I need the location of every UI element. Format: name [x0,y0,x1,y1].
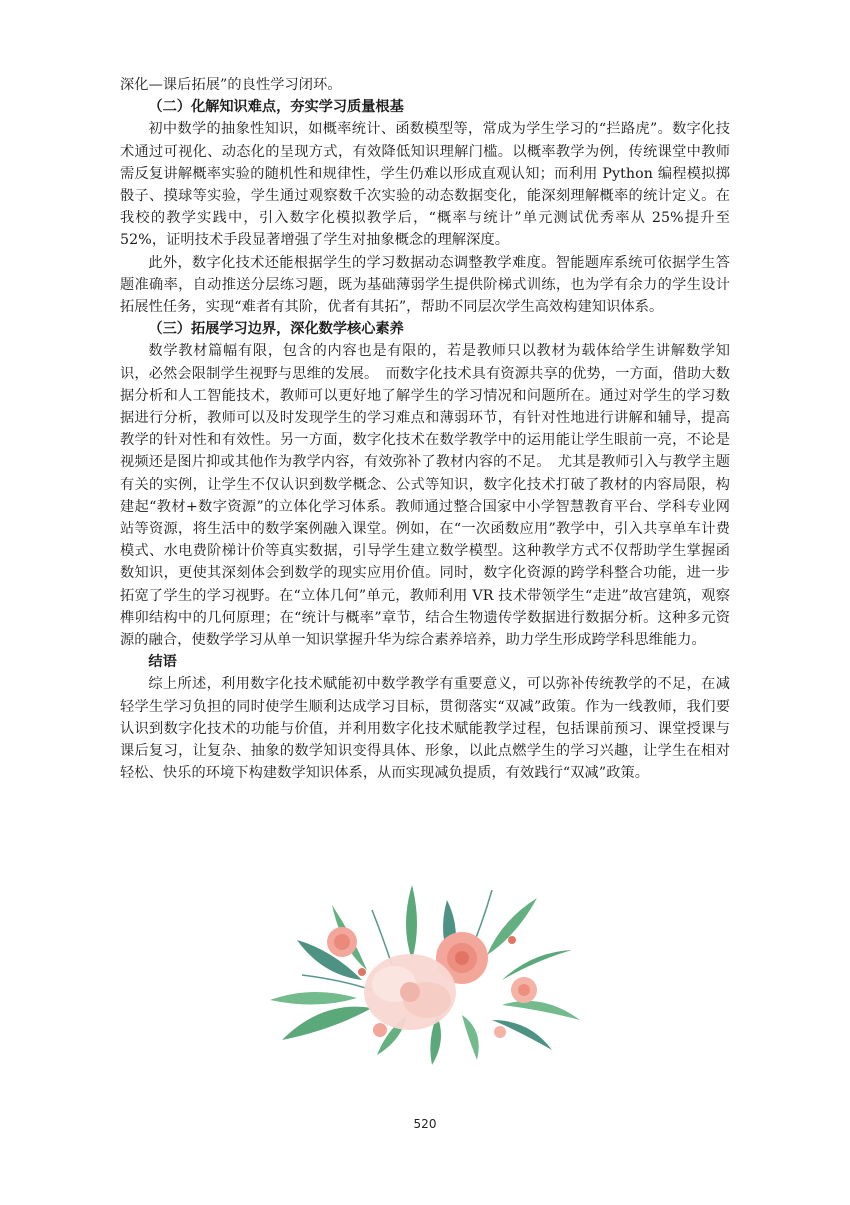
paragraph-learning-boundary: 数学教材篇幅有限，包含的内容也是有限的，若是教师只以教材为载体给学生讲解数学知识，必然会限制学生视野与思维的发展。 而数字化技术具有资源共享的优势，一方面，借助大数据分析和人工智能技术，教师可以更好地了解学生的学习情况和问题所在。通过对学生的学习数据进行分析，教师可以及时发现学生的学习难点和薄弱环节，有针对性地进行讲解和辅导，提高教学的针对性和有效性。另一方面，数字化技术在数学教学中的运用能让学生眼前一亮，不论是视频还是图片抑或其他作为教学内容，有效弥补了教材内容的不足。 尤其是教师引入与教学主题有关的实例，让学生不仅认识到数学概念、公式等知识，数字化技术打破了教材的内容局限，构建起“教材+数字资源”的立体化学习体系。教师通过整合国家中小学智慧教育平台、学科专业网站等资源，将生活中的数学案例融入课堂。例如，在“一次函数应用”教学中，引入共享单车计费模式、水电费阶梯计价等真实数据，引导学生建立数学模型。这种教学方式不仅帮助学生掌握函数知识，更使其深刻体会到数学的现实应用价值。同时，数字化资源的跨学科整合功能，进一步拓宽了学生的学习视野。在“立体几何”单元，教师利用 VR 技术带领学生“走进”故宫建筑，观察榫卯结构中的几何原理；在“统计与概率”章节，结合生物遗传学数据进行数据分析。这种多元资源的融合，使数学学习从单一知识掌握升华为综合素养培养，助力学生形成跨学科思维能力。 [120,343,730,649]
article-body [120,74,730,785]
floral-decoration-image [262,880,588,1070]
section-heading-3: （三）拓展学习边界，深化数学核心素养 [148,321,404,338]
section-heading-2: （二）化解知识难点，夯实学习质量根基 [148,99,404,116]
paragraph-conclusion: 综上所述，利用数字化技术赋能初中数学教学有重要意义，可以弥补传统教学的不足，在减轻学生学习负担的同时使学生顺利达成学习目标，贯彻落实“双减”政策。作为一线教师，我们要认识到数字化技术的功能与价值，并利用数字化技术赋能教学过程，包括课前预习、课堂授课与课后复习，让复杂、抽象的数学知识变得具体、形象，以此点燃学生的学习兴趣，让学生在相对轻松、快乐的环境下构建数学知识体系，从而实现减负提质，有效践行“双减”政策。 [120,676,730,782]
paragraph-abstract-knowledge: 初中数学的抽象性知识，如概率统计、函数模型等，常成为学生学习的“拦路虎”。数字化技术通过可视化、动态化的呈现方式，有效降低知识理解门槛。以概率教学为例，传统课堂中教师需反复讲解概率实验的随机性和规律性，学生仍难以形成直观认知；而利用 Python 编程模拟掷骰子、摸球等实验，学生通过观察数千次实验的动态数据变化，能深刻理解概率的统计定义。在我校的教学实践中，引入数字化模拟教学后，“概率与统计”单元测试优秀率从 25%提升至 52%，证明技术手段显著增强了学生对抽象概念的理解深度。 [120,121,730,249]
paragraph-adaptive-difficulty: 此外，数字化技术还能根据学生的学习数据动态调整教学难度。智能题库系统可依据学生答题准确率，自动推送分层练习题，既为基础薄弱学生提供阶梯式训练，也为学有余力的学生设计拓展性任务，实现“难者有其阶，优者有其拓”，帮助不同层次学生高效构建知识体系。 [120,254,730,316]
section-heading-conclusion: 结语 [148,654,177,671]
paragraph-continuation: 深化—课后拓展”的良性学习闭环。 [120,77,342,93]
page-number: 520 [413,1117,437,1131]
